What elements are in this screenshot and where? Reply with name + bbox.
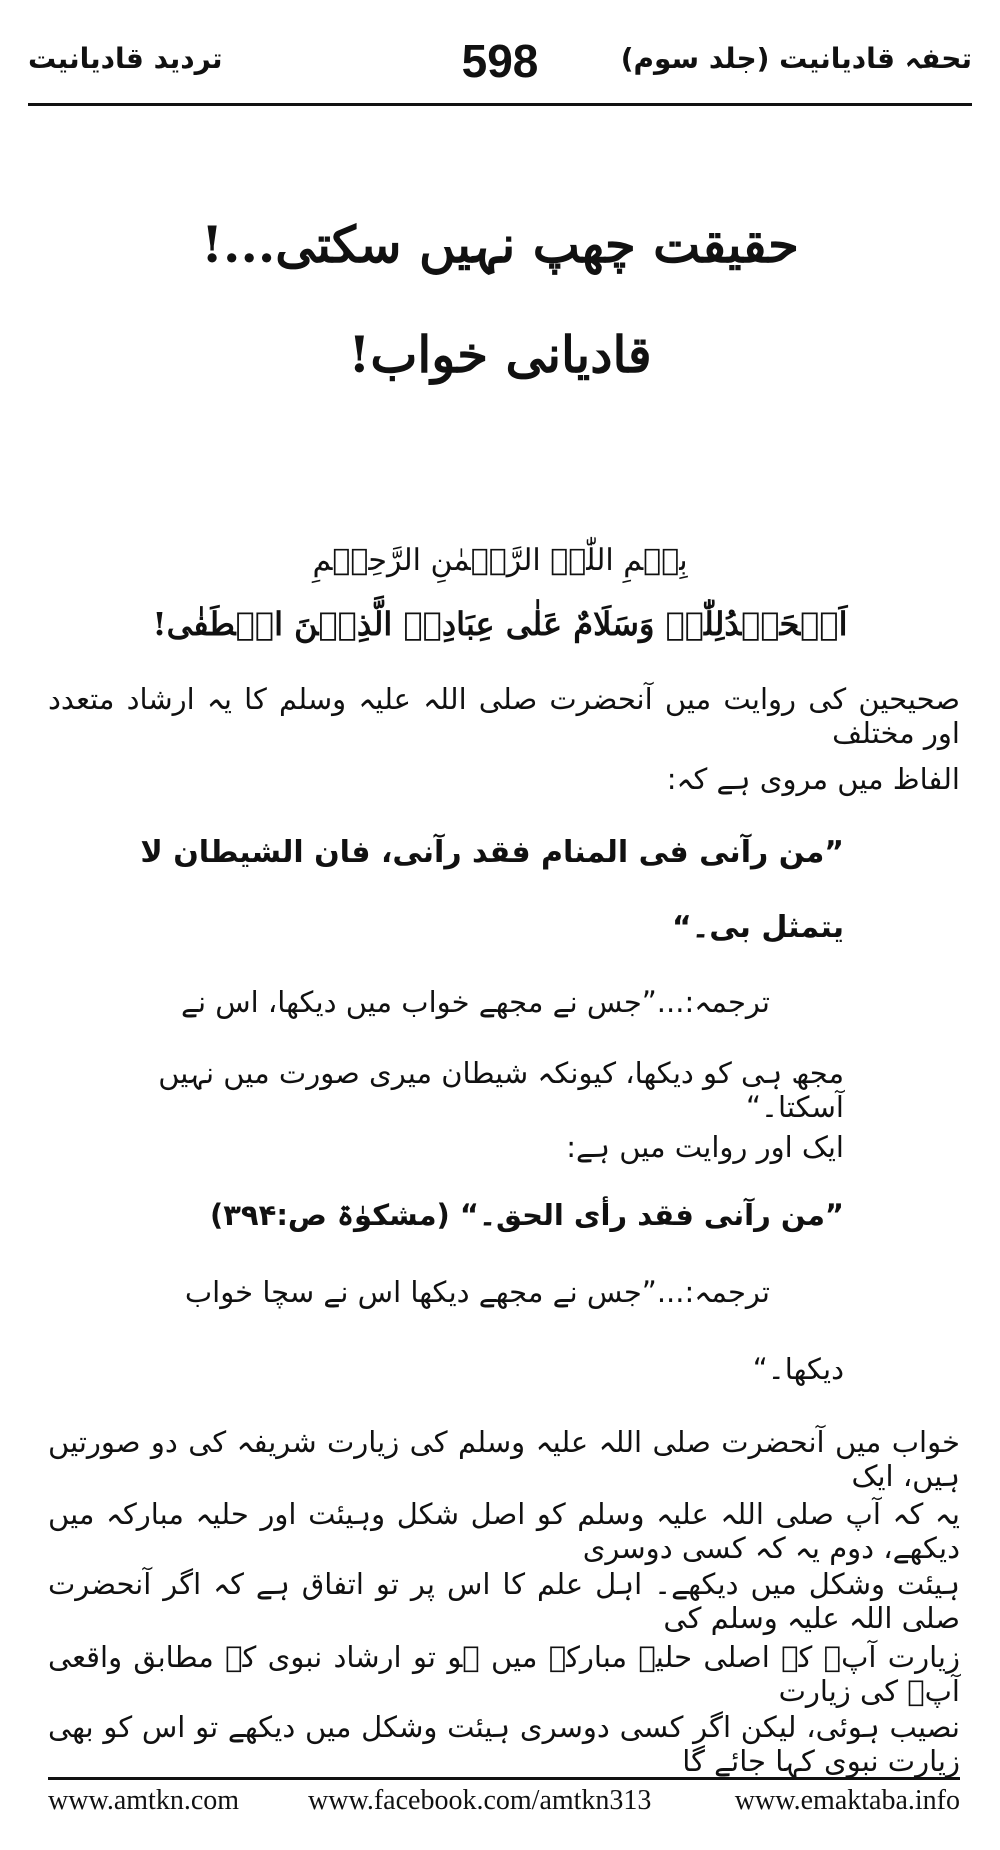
body-line: نصیب ہوئی، لیکن اگر کسی دوسری ہیئت وشکل میں دیکھے تو اس کو بھی زیارت نبوی کہا جائے گا: [48, 1710, 960, 1778]
hadith-quote-1-end: یتمثل بی۔“: [671, 910, 844, 945]
paragraph-line: ایک اور روایت میں ہے:: [566, 1130, 844, 1164]
footer-link-emaktaba[interactable]: www.emaktaba.info: [734, 1785, 960, 1816]
header-book-title: تحفہ قادیانیت (جلد سوم): [620, 42, 972, 75]
translation-line: ترجمہ:...”جس نے مجھے دیکھا اس نے سچا خواب: [184, 1275, 770, 1309]
footer-link-amtkn[interactable]: www.amtkn.com: [48, 1785, 240, 1816]
hamd-line: اَلۡحَمۡدُلِلّٰہِ وَسَلَامٌ عَلٰی عِبَادِہِ الَّذِیۡنَ اصۡطَفٰی!: [152, 605, 848, 643]
header-section-title: تردید قادیانیت: [28, 42, 223, 75]
header-divider: [28, 103, 972, 106]
body-line: خواب میں آنحضرت صلی اللہ علیہ وسلم کی زیارت شریفہ کی دو صورتیں ہیں، ایک: [48, 1425, 960, 1493]
hadith-quote-2: ”من رآنی فقد رأی الحق۔“ (مشکوٰۃ ص:۳۹۴): [209, 1198, 844, 1232]
chapter-title-line-2: قادیانی خواب!: [348, 325, 652, 384]
paragraph-line: الفاظ میں مروی ہے کہ:: [666, 762, 960, 796]
body-line: ہیئت وشکل میں دیکھے۔ اہل علم کا اس پر تو اتفاق ہے کہ اگر آنحضرت صلی اللہ علیہ وسلم کی: [48, 1567, 960, 1635]
translation-line: دیکھا۔“: [752, 1352, 844, 1386]
translation-line: ترجمہ:...”جس نے مجھے خواب میں دیکھا، اس نے: [180, 985, 770, 1019]
body-line: یہ کہ آپ صلی اللہ علیہ وسلم کو اصل شکل وہیئت اور حلیہ مبارکہ میں دیکھے، دوم یہ کہ کسی دوسری: [48, 1497, 960, 1565]
page-number: 598: [461, 35, 539, 87]
translation-line: مجھ ہی کو دیکھا، کیونکہ شیطان میری صورت میں نہیں آسکتا۔“: [158, 1056, 844, 1124]
footer-link-facebook[interactable]: www.facebook.com/amtkn313: [308, 1785, 652, 1816]
chapter-title-line-1: حقیقت چھپ نہیں سکتی...!: [201, 215, 799, 274]
page-footer: [48, 1785, 960, 1825]
bismillah: بِسۡمِ اللّٰہِ الرَّحۡمٰنِ الرَّحِیۡمِ: [312, 543, 688, 578]
body-line: زیارت آپؐ کے اصلی حلیہ مبارکہ میں ہو تو ارشاد نبوی کے مطابق واقعی آپؐ کی زیارت: [48, 1640, 960, 1708]
footer-divider: [48, 1777, 960, 1780]
hadith-quote-1: ”من رآنی فی المنام فقد رآنی، فان الشیطان لا: [140, 835, 844, 870]
paragraph-line: صحیحین کی روایت میں آنحضرت صلی اللہ علیہ وسلم کا یہ ارشاد متعدد اور مختلف: [48, 682, 960, 750]
page-header: [28, 34, 972, 94]
